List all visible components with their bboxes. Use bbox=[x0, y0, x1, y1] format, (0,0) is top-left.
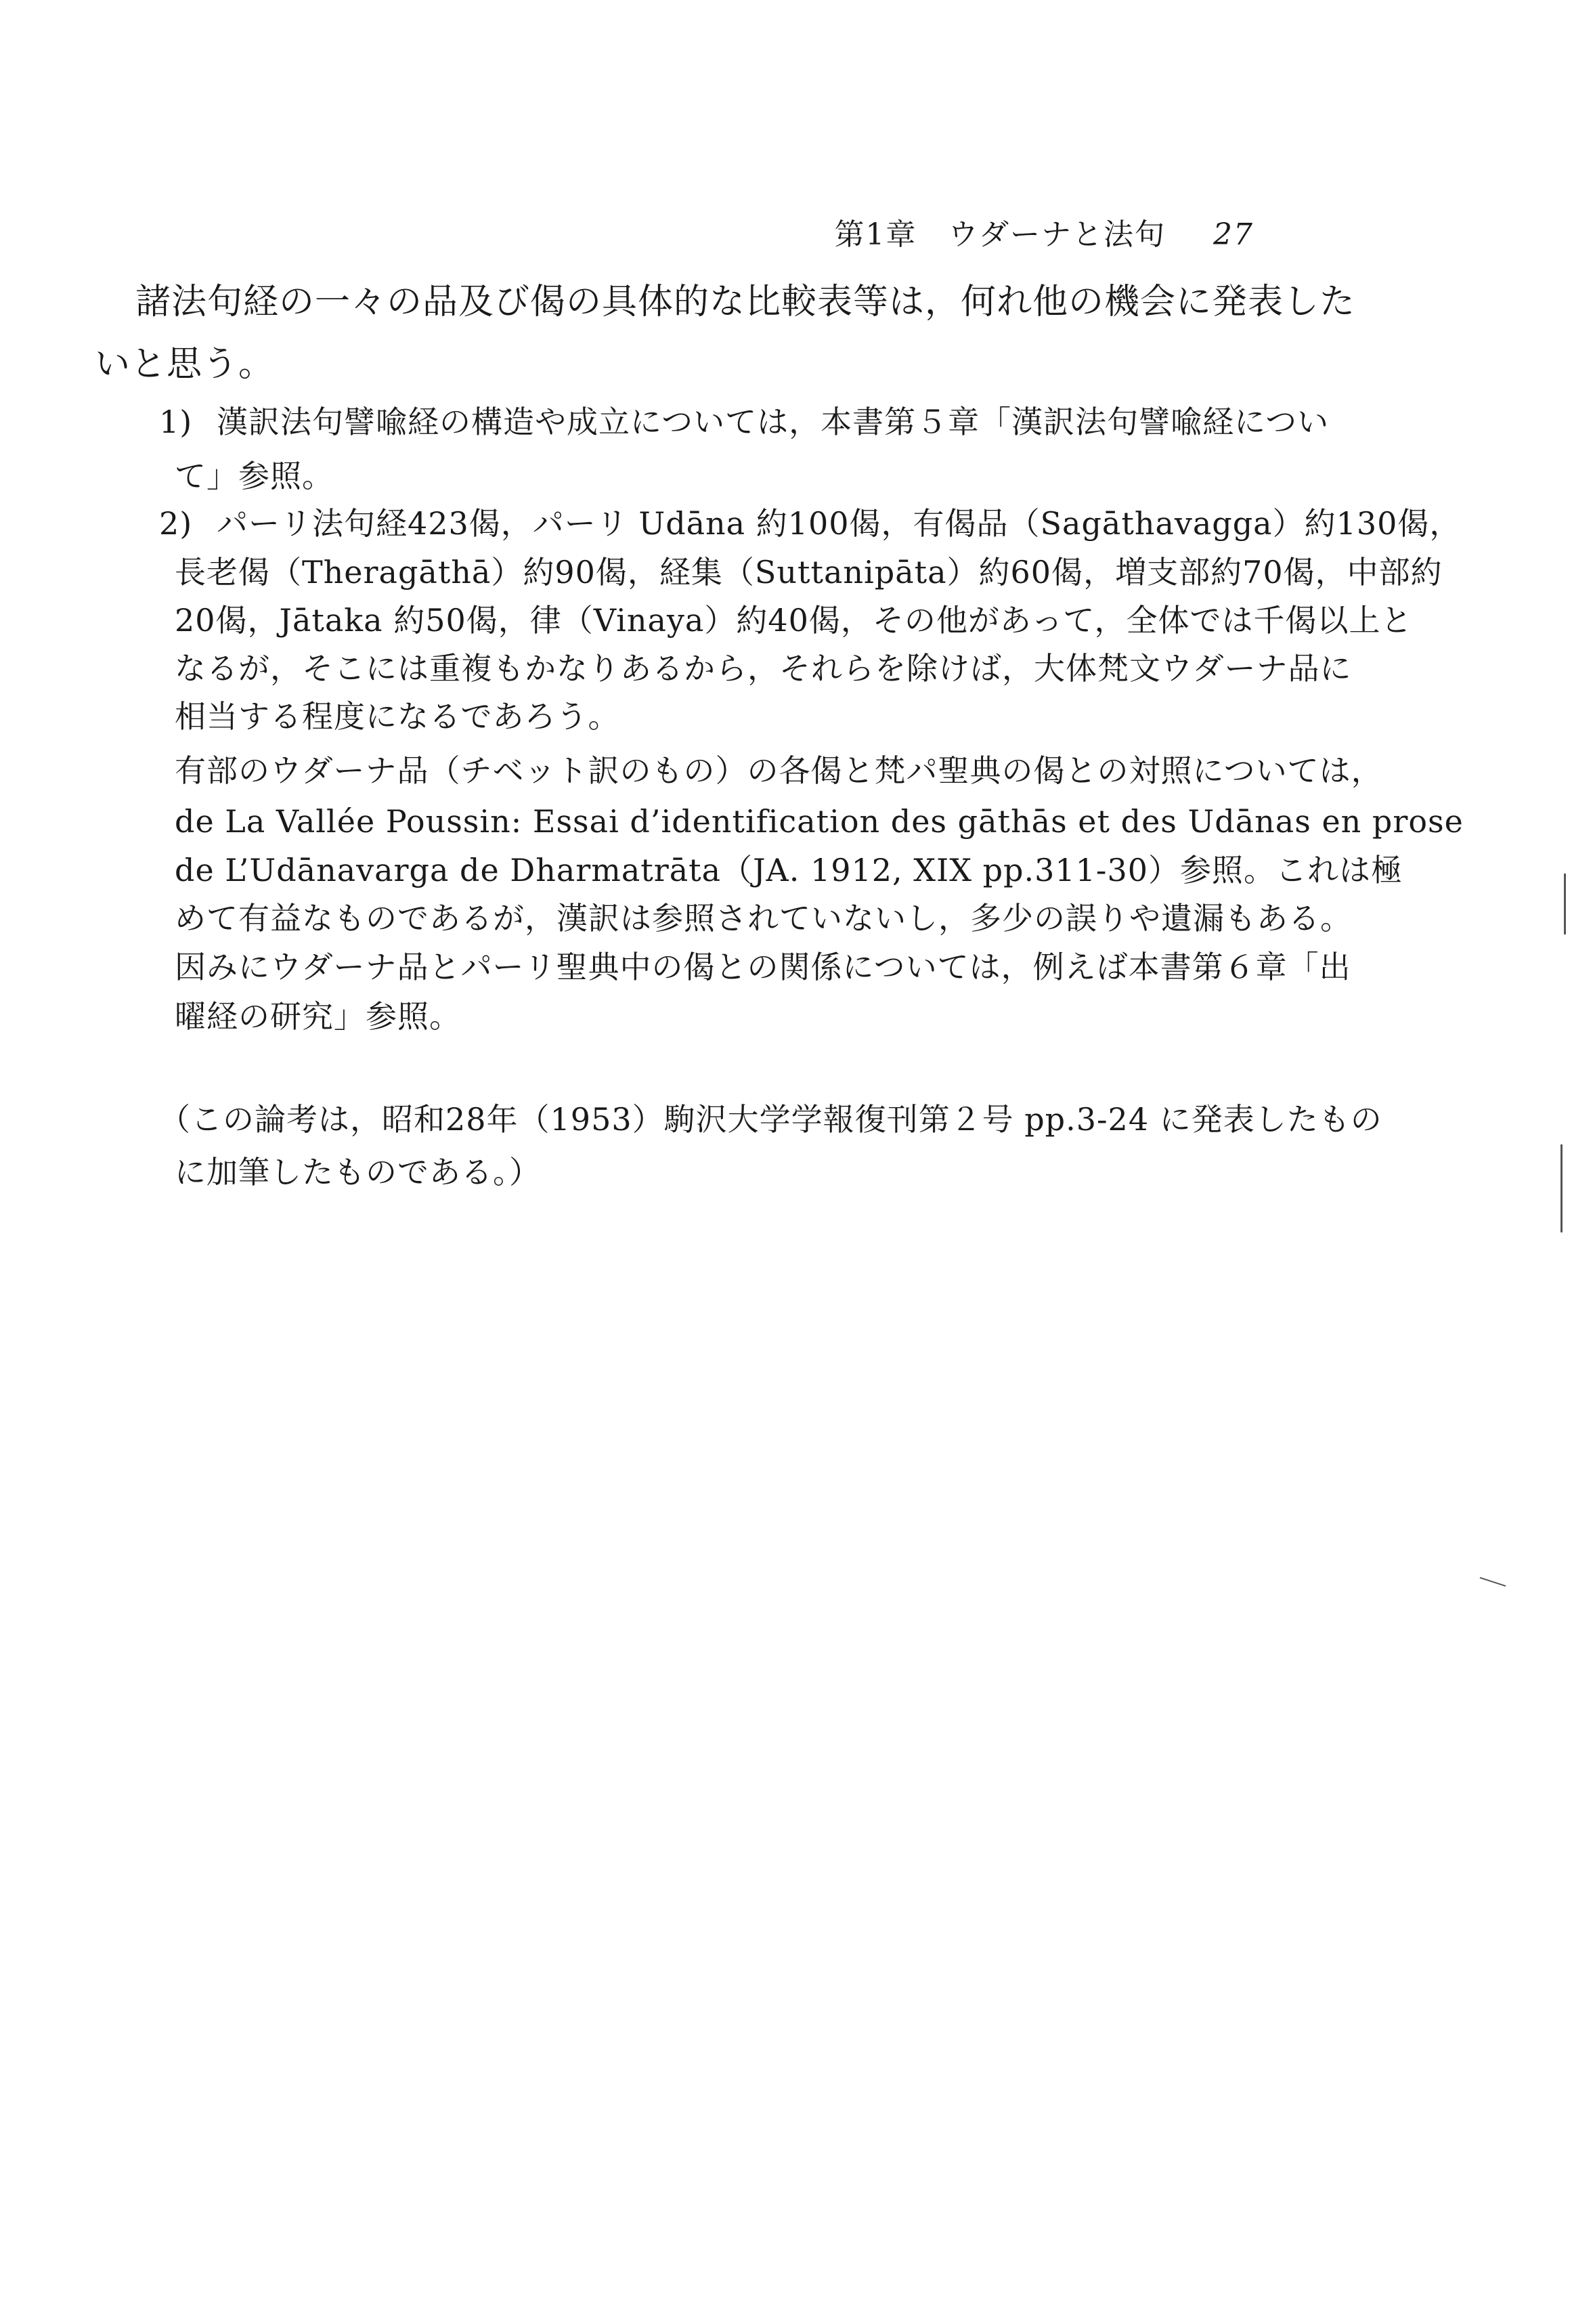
closing-line-1: （この論考は，昭和28年（1953）駒沢大学学報復刊第２号 pp.3-24 に発表したもの bbox=[159, 1101, 1382, 1138]
note-2-line-10: 因みにウダーナ品とパーリ聖典中の偈との関係については，例えば本書第６章「出 bbox=[175, 949, 1351, 985]
body-line-2: いと思う。 bbox=[95, 344, 275, 385]
note-2-line-6: 有部のウダーナ品（チベット訳のもの）の各偈と梵パ聖典の偈との対照については， bbox=[175, 752, 1383, 789]
note-2-line-8: de L’Udānavarga de Dharmatrāta（JA. 1912, XIX pp.311-30）参照。これは極 bbox=[175, 852, 1403, 888]
note-2-marker: 2) bbox=[159, 505, 193, 542]
page-number: 27 bbox=[1213, 217, 1254, 252]
body-line-1: 諸法句経の一々の品及び偈の具体的な比較表等は，何れ他の機会に発表した bbox=[135, 282, 1356, 322]
note-2-line-2: 長老偈（Theragāthā）約90偈，経集（Suttanipāta）約60偈，増支部約70偈，中部約 bbox=[175, 554, 1443, 590]
chapter-title: 第1章 ウダーナと法句 bbox=[834, 217, 1166, 252]
note-1-line-2: て」参照。 bbox=[175, 458, 334, 494]
note-2-line-7: de La Vallée Poussin: Essai d’identification des gāthās et des Udānas en prose bbox=[175, 803, 1464, 840]
scan-mark bbox=[1560, 1144, 1563, 1232]
closing-line-2: に加筆したものである。） bbox=[175, 1154, 541, 1190]
note-2-line-1: パーリ法句経423偈，パーリ Udāna 約100偈，有偈品（Sagāthavagga）約130偈， bbox=[217, 505, 1462, 542]
note-1-marker: 1) bbox=[159, 404, 193, 440]
note-2-line-5: 相当する程度になるであろう。 bbox=[175, 698, 620, 735]
scan-mark bbox=[1480, 1577, 1506, 1587]
note-2-line-9: めて有益なものであるが，漢訳は参照されていないし，多少の誤りや遺漏もある。 bbox=[175, 900, 1352, 937]
note-1-line-1: 漢訳法句譬喩経の構造や成立については，本書第５章「漢訳法句譬喩経につい bbox=[217, 404, 1330, 440]
scan-mark bbox=[1564, 874, 1566, 934]
note-2-line-3: 20偈，Jātaka 約50偈，律（Vinaya）約40偈，その他があって，全体では千偈以上と bbox=[175, 602, 1413, 639]
running-header bbox=[834, 210, 1254, 253]
note-2-line-4: なるが，そこには重複もかなりあるから，それらを除けば，大体梵文ウダーナ品に bbox=[175, 650, 1352, 687]
note-2-line-11: 曜経の研究」参照。 bbox=[175, 998, 461, 1035]
